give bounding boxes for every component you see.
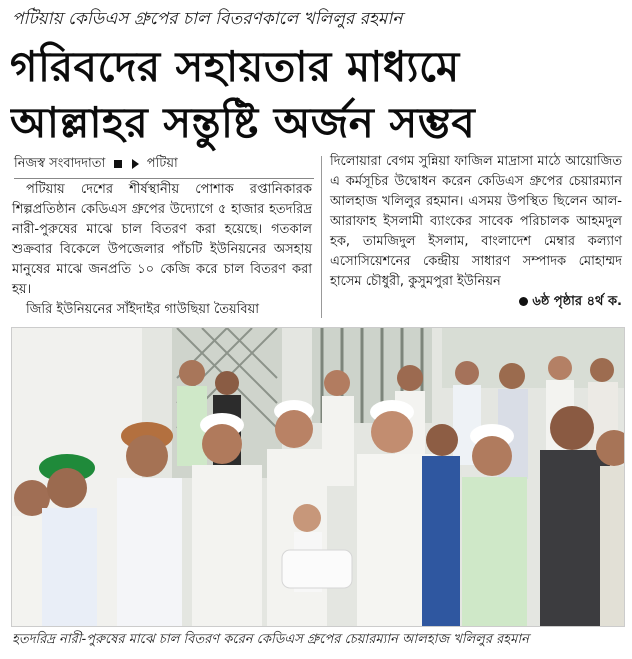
column-divider <box>321 156 322 318</box>
headline-line-2: আল্লাহর সন্তুষ্টি অর্জন সম্ভব <box>10 98 476 147</box>
triangle-bullet-icon <box>132 159 139 169</box>
byline-reporter: নিজস্ব সংবাদদাতা <box>14 156 106 171</box>
article-paragraph: পটিয়ায় দেশের শীর্ষস্থানীয় পোশাক রপ্তানিকারক শিল্পপ্রতিষ্ঠান কেডিএস গ্রুপের উদ্যোগে ৫ হাজার হতদরিদ্র নারী-পুরুষের মাঝে চাল বিতরণ করা হয়েছে। গতকাল শুক্রবার বিকেলে উপজেলার পাঁচটি ইউনিয়নের অসহায় মানুষের মাঝে জনপ্রতি ১০ কেজি করে চাল বিতরণ করা হয়। <box>12 182 312 297</box>
article-column-left <box>12 180 312 320</box>
headline-line-1: গরিবদের সহায়তার মাধ্যমে <box>10 42 460 91</box>
square-bullet-icon <box>114 160 122 168</box>
article-paragraph: জিরি ইউনিয়নের সাঁইদাইর গাউছিয়া তৈয়বিয়া <box>26 302 260 317</box>
article-paragraph: দিলোয়ারা বেগম সুন্নিয়া ফাজিল মাদ্রাসা মাঠে আয়োজিত এ কর্মসূচির উদ্বোধন করেন কেডিএস গ্রুপের চেয়ারম্যান আলহাজ খলিলুর রহমান। এসময় উপস্থিত ছিলেন আল-আরাফাহ ইসলামী ব্যাংকের সাবেক পরিচালক আহমদুল হক, তামজিদুল ইসলাম, বাংলাদেশ মেম্বার কল্যাণ এসোসিয়েশনের কেন্দ্রীয় সাধারণ সম্পাদক মোহাম্মদ হাসেম চৌধুরী, কুসুমপুরা ইউনিয়ন <box>330 154 622 289</box>
bullet-dot-icon <box>519 297 528 306</box>
byline-location: পটিয়া <box>146 156 178 171</box>
photo-caption: হতদরিদ্র নারী-পুরুষের মাঝে চাল বিতরণ করেন কেডিএস গ্রুপের চেয়ারম্যান আলহাজ খলিলুর রহমান <box>12 632 529 647</box>
article-column-right <box>330 152 622 312</box>
continued-notice <box>330 292 622 312</box>
news-photo <box>11 327 625 627</box>
news-photo-illustration <box>12 328 624 626</box>
byline <box>14 154 314 179</box>
continued-label: ৬ষ্ঠ পৃষ্ঠার ৪র্থ ক. <box>532 294 622 309</box>
kicker-headline: পটিয়ায় কেডিএস গ্রুপের চাল বিতরণকালে খলিলুর রহমান <box>12 9 403 29</box>
